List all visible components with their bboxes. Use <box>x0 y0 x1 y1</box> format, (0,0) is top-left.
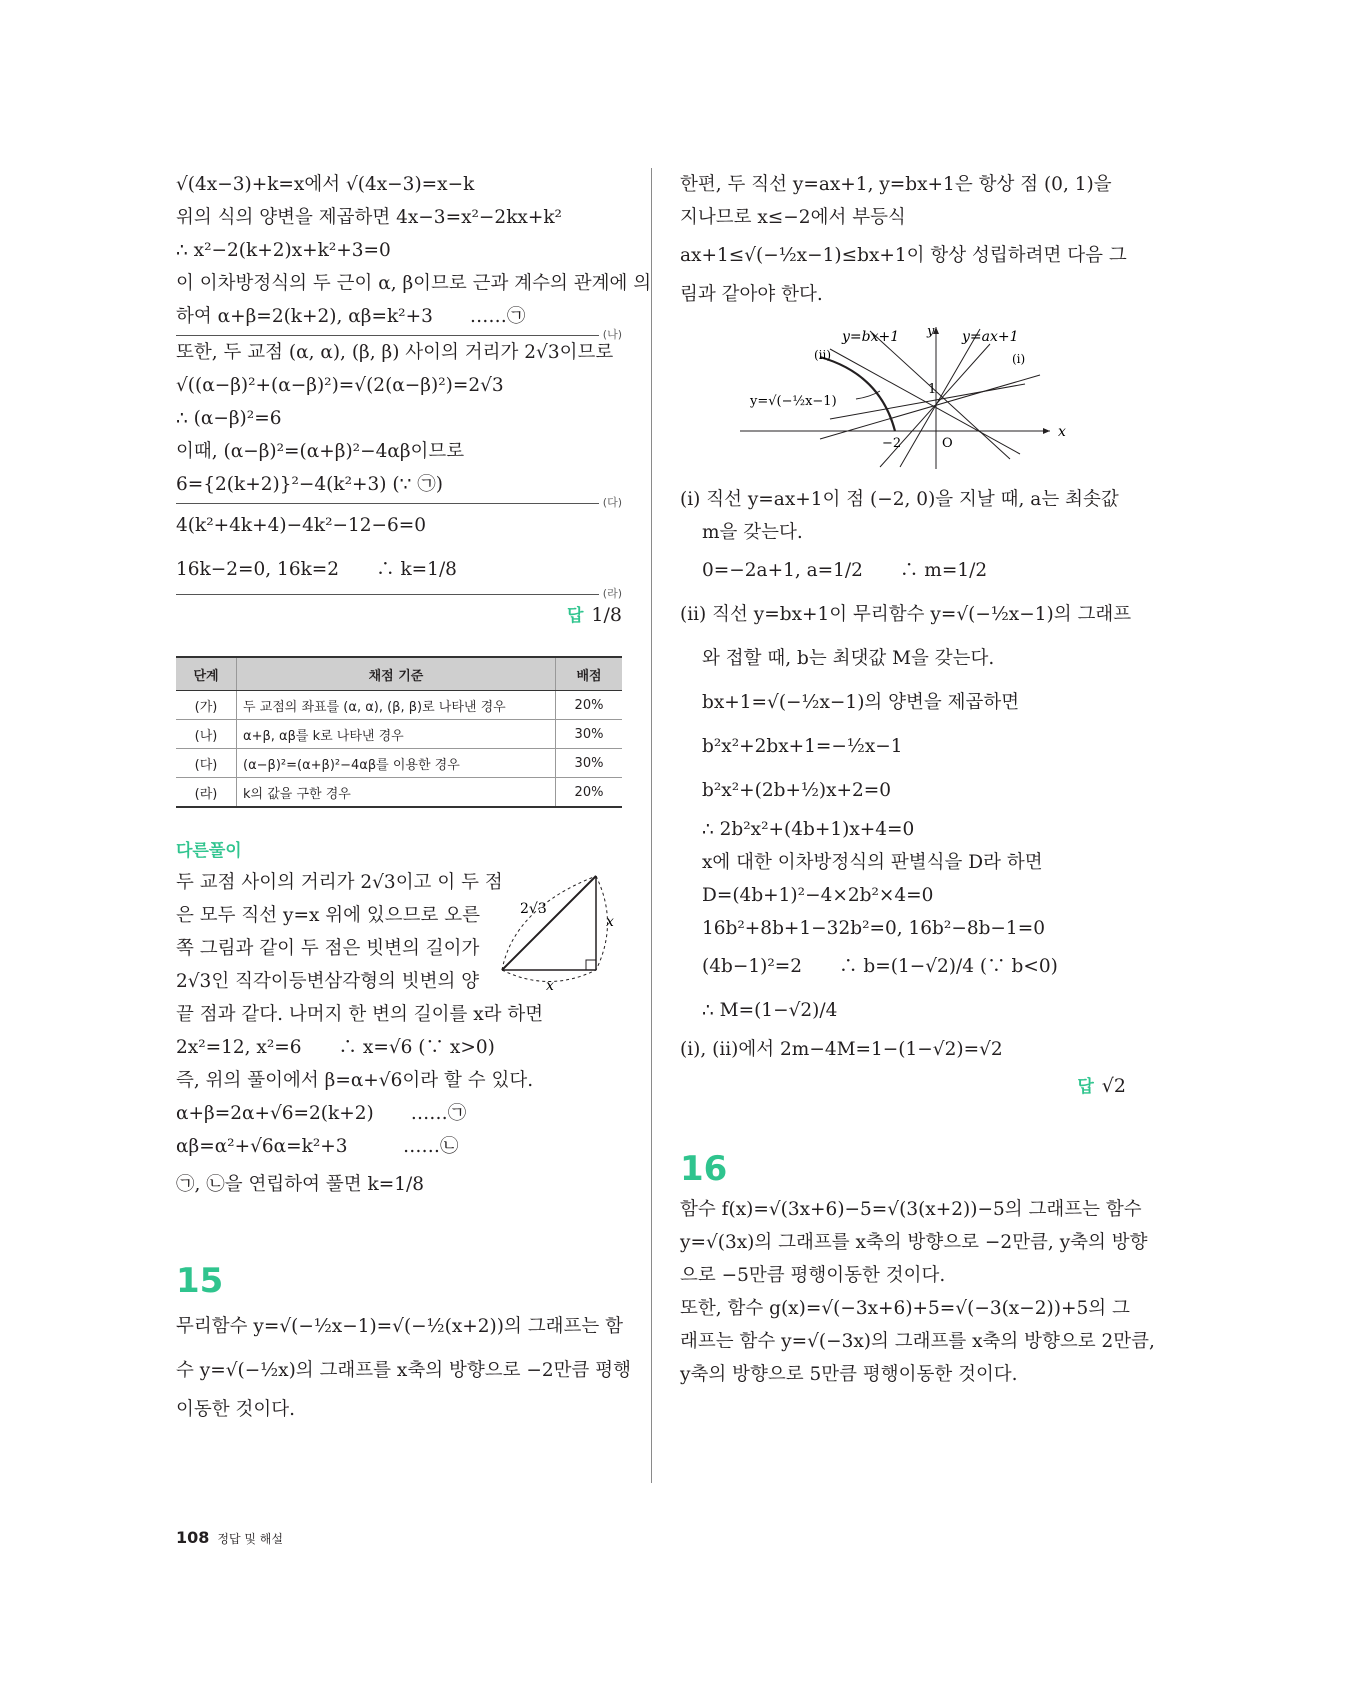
sec15-line: 이동한 것이다. <box>176 1399 295 1420</box>
table-row <box>176 691 622 720</box>
solution-line: 이때, (α−β)²=(α+β)²−4αβ이므로 <box>176 441 465 462</box>
table-cell: 20% <box>556 691 623 720</box>
alt-line: 쪽 그림과 같이 두 점은 빗변의 길이가 <box>176 938 480 959</box>
alt-line: α+β=2α+√6=2(k+2) ……㉠ <box>176 1103 467 1124</box>
solution-line: 림과 같아야 한다. <box>680 284 823 305</box>
case-ii-line: bx+1=√(−½x−1)의 양변을 제곱하면 <box>702 692 1020 713</box>
right-triangle-figure <box>494 868 622 998</box>
case-ii-line: b²x²+2bx+1=−½x−1 <box>702 736 903 757</box>
section-number-16: 16 <box>680 1149 728 1189</box>
table-cell: 두 교점의 좌표를 (α, α), (β, β)로 나타낸 경우 <box>237 691 556 720</box>
alt-line: 끝 점과 같다. 나머지 한 변의 길이를 x라 하면 <box>176 1004 544 1025</box>
step-label: (라) <box>599 585 622 601</box>
inequality-graph <box>680 319 1126 469</box>
case-i-line: (i) 직선 y=ax+1이 점 (−2, 0)을 지날 때, a는 최솟값 <box>680 489 1119 510</box>
sec15-line: 수 y=√(−½x)의 그래프를 x축의 방향으로 −2만큼 평행 <box>176 1360 631 1381</box>
case-i-line: m을 갖는다. <box>702 522 803 543</box>
case-ii-line: ∴ 2b²x²+(4b+1)x+4=0 <box>702 819 915 840</box>
solution-line: √((α−β)²+(α−β)²)=√(2(α−β)²)=2√3 <box>176 375 504 396</box>
step-label: (나) <box>599 326 622 342</box>
page-number: 108 <box>176 1528 210 1547</box>
table-header: 채점 기준 <box>237 657 556 691</box>
alt-line: 2x²=12, x²=6 ∴ x=√6 (∵ x>0) <box>176 1037 495 1058</box>
graph-label-minus2: −2 <box>882 436 902 451</box>
right-column <box>680 168 1155 1391</box>
alt-solution-block <box>176 866 622 1207</box>
table-cell: 20% <box>556 778 623 808</box>
solution-line: √(4x−3)+k=x에서 √(4x−3)=x−k <box>176 174 475 195</box>
step-divider-ra <box>176 587 622 600</box>
solution-line: 16k−2=0, 16k=2 ∴ k=1/8 <box>176 559 457 580</box>
conclusion-line: (i), (ii)에서 2m−4M=1−(1−√2)=√2 <box>680 1039 1003 1060</box>
solution-line: 4(k²+4k+4)−4k²−12−6=0 <box>176 515 427 536</box>
triangle-label: x <box>606 914 614 930</box>
solution-line: ax+1≤√(−½x−1)≤bx+1이 항상 성립하려면 다음 그 <box>680 245 1127 266</box>
solution-line: 한편, 두 직선 y=ax+1, y=bx+1은 항상 점 (0, 1)을 <box>680 174 1112 195</box>
case-ii-line: (ii) 직선 y=bx+1이 무리함수 y=√(−½x−1)의 그래프 <box>680 604 1132 625</box>
answer-label: 답 <box>1077 1077 1094 1097</box>
solution-line: ∴ x²−2(k+2)x+k²+3=0 <box>176 240 391 261</box>
alt-solution-title: 다른풀이 <box>176 841 242 861</box>
sec16-line: y=√(3x)의 그래프를 x축의 방향으로 −2만큼, y축의 방향 <box>680 1232 1148 1253</box>
graph-label-i: (i) <box>1012 352 1026 366</box>
triangle-label: x <box>546 978 554 994</box>
step-divider-da <box>176 496 622 509</box>
table-row <box>176 749 622 778</box>
table-cell: α+β, αβ를 k로 나타낸 경우 <box>237 720 556 749</box>
table-cell: (α−β)²=(α+β)²−4αβ를 이용한 경우 <box>237 749 556 778</box>
answer-label: 답 <box>566 606 584 626</box>
step-divider-na <box>176 328 622 341</box>
table-cell: 30% <box>556 749 623 778</box>
graph-label-a: y=ax+1 <box>962 329 1019 345</box>
alt-line: 2√3인 직각이등변삼각형의 빗변의 양 <box>176 971 480 992</box>
answer-value: 1/8 <box>591 604 622 626</box>
graph-label-ii: (ii) <box>814 348 832 362</box>
column-divider <box>651 168 652 1483</box>
sec16-line: 또한, 함수 g(x)=√(−3x+6)+5=√(−3(x−2))+5의 그 <box>680 1298 1130 1319</box>
sec16-line: 래프는 함수 y=√(−3x)의 그래프를 x축의 방향으로 2만큼, <box>680 1331 1155 1352</box>
alt-line: 은 모두 직선 y=x 위에 있으므로 오른 <box>176 905 480 926</box>
case-ii-line: ∴ M=(1−√2)/4 <box>702 1000 838 1021</box>
solution-line: 하여 α+β=2(k+2), αβ=k²+3 ……㉠ <box>176 306 526 327</box>
sec15-line: 무리함수 y=√(−½x−1)=√(−½(x+2))의 그래프는 함 <box>176 1316 623 1337</box>
table-header: 단계 <box>176 657 237 691</box>
solution-line: 위의 식의 양변을 제곱하면 4x−3=x²−2kx+k² <box>176 207 562 228</box>
table-cell: (라) <box>176 778 237 808</box>
grading-table <box>176 656 622 808</box>
table-cell: k의 값을 구한 경우 <box>237 778 556 808</box>
case-i-line: 0=−2a+1, a=1/2 ∴ m=1/2 <box>702 560 988 581</box>
solution-line: 6={2(k+2)}²−4(k²+3) (∵ ㉠) <box>176 474 443 495</box>
table-cell: (다) <box>176 749 237 778</box>
solution-line: ∴ (α−β)²=6 <box>176 408 282 429</box>
sec16-line: y축의 방향으로 5만큼 평행이동한 것이다. <box>680 1364 1018 1385</box>
answer-15-prev <box>176 595 622 636</box>
alt-line: ㉠, ㉡을 연립하여 풀면 k=1/8 <box>176 1174 424 1195</box>
table-header-row <box>176 657 622 691</box>
solution-line: 이 이차방정식의 두 근이 α, β이므로 근과 계수의 관계에 의 <box>176 273 652 294</box>
graph-label-x: x <box>1058 424 1066 440</box>
right-angle-mark <box>586 960 596 970</box>
case-ii-line: D=(4b+1)²−4×2b²×4=0 <box>702 885 934 906</box>
footer-title: 정답 및 해설 <box>217 1532 283 1546</box>
table-cell: (나) <box>176 720 237 749</box>
graph-label-one: 1 <box>928 382 937 397</box>
solution-line: 지나므로 x≤−2에서 부등식 <box>680 207 906 228</box>
table-cell: 30% <box>556 720 623 749</box>
sec16-line: 함수 f(x)=√(3x+6)−5=√(3(x+2))−5의 그래프는 함수 <box>680 1199 1142 1220</box>
answer-15 <box>680 1066 1126 1107</box>
table-row <box>176 720 622 749</box>
case-ii-line: b²x²+(2b+½)x+2=0 <box>702 780 892 801</box>
solution-line: 또한, 두 교점 (α, α), (β, β) 사이의 거리가 2√3이므로 <box>176 342 614 363</box>
triangle-label: 2√3 <box>520 901 547 917</box>
triangle-hypotenuse <box>502 876 596 970</box>
alt-line: αβ=α²+√6α=k²+3 ……㉡ <box>176 1136 459 1157</box>
case-ii-line: x에 대한 이차방정식의 판별식을 D라 하면 <box>702 852 1043 873</box>
table-header: 배점 <box>556 657 623 691</box>
answer-value: √2 <box>1101 1075 1126 1097</box>
left-column <box>176 168 652 1426</box>
graph-label-b: y=bx+1 <box>842 329 900 345</box>
table-row <box>176 778 622 808</box>
alt-line: 두 교점 사이의 거리가 2√3이고 이 두 점 <box>176 872 503 893</box>
page-footer <box>176 1528 283 1547</box>
graph-label-curve: y=√(−½x−1) <box>750 394 837 409</box>
section-number-15: 15 <box>176 1261 224 1301</box>
graph-label-y: y <box>927 324 935 339</box>
graph-line <box>900 329 980 467</box>
x-axis-arrow <box>1043 428 1050 434</box>
case-ii-line: 와 접할 때, b는 최댓값 M을 갖는다. <box>702 648 995 669</box>
sec16-line: 으로 −5만큼 평행이동한 것이다. <box>680 1265 946 1286</box>
case-ii-line: 16b²+8b+1−32b²=0, 16b²−8b−1=0 <box>702 918 1045 939</box>
case-ii-line: (4b−1)²=2 ∴ b=(1−√2)/4 (∵ b<0) <box>702 956 1058 977</box>
table-cell: (가) <box>176 691 237 720</box>
step-label: (다) <box>599 494 622 510</box>
alt-line: 즉, 위의 풀이에서 β=α+√6이라 할 수 있다. <box>176 1070 534 1091</box>
graph-label-origin: O <box>942 436 953 451</box>
